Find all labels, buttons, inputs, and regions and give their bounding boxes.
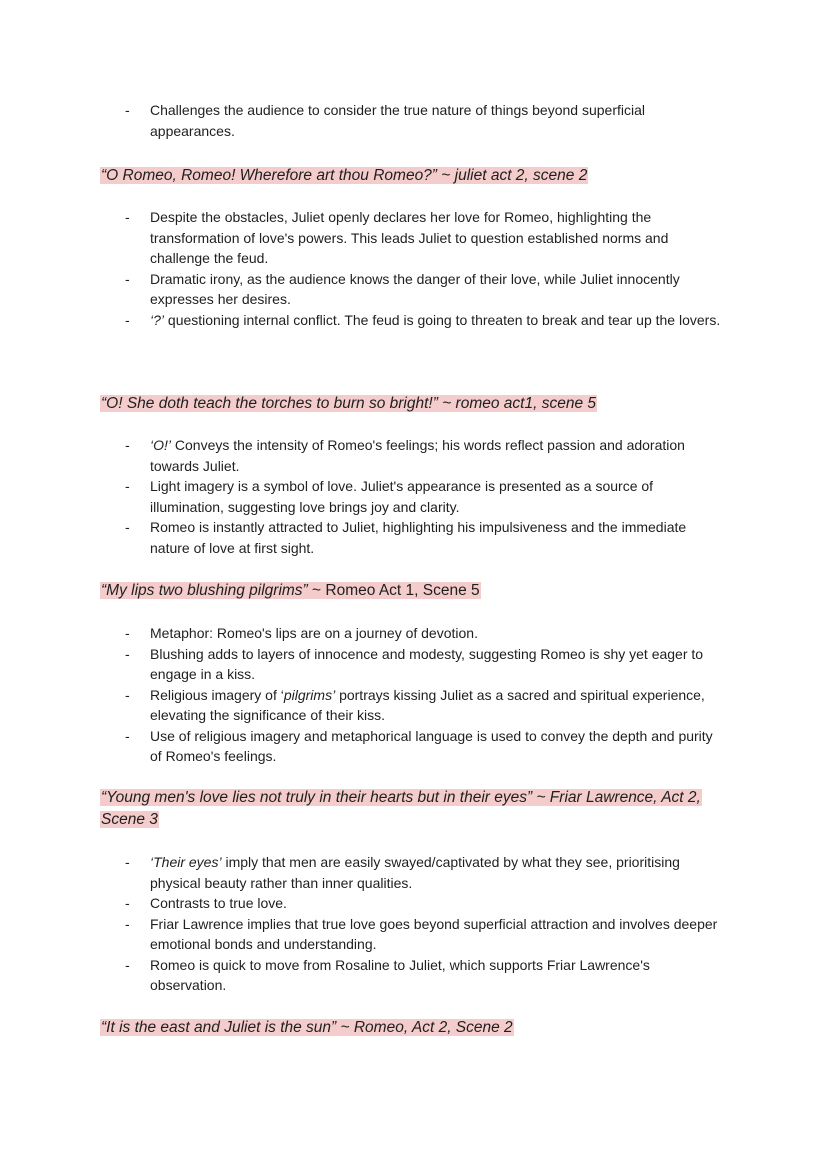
list-item: - Religious imagery of ‘pilgrims’ portrays kissing Juliet as a sacred and spiritual experience, elevating the significance of their kiss. xyxy=(125,686,705,723)
list-item: - Friar Lawrence implies that true love goes beyond superficial attraction and involves deeper emotional bonds and understanding. xyxy=(125,915,718,952)
bullet-list-3 xyxy=(0,623,828,767)
bullet-list-1 xyxy=(0,207,828,330)
quote-heading-5 xyxy=(100,1017,740,1039)
intro-bullet-list xyxy=(0,100,828,141)
list-item: - Dramatic irony, as the audience knows the danger of their love, while Juliet innocently expresses her desires. xyxy=(125,270,680,307)
list-item: - Contrasts to true love. xyxy=(125,895,287,911)
list-item: - Despite the obstacles, Juliet openly declares her love for Romeo, highlighting the transformation of love's powers. This leads Juliet to question established norms and challenge the feud. xyxy=(125,209,669,266)
quote-attribution: ~ romeo act1, scene 5 xyxy=(437,395,596,412)
list-item: - ‘O!’ Conveys the intensity of Romeo's feelings; his words reflect passion and adoration towards Juliet. xyxy=(125,437,685,474)
list-item: - Light imagery is a symbol of love. Juliet's appearance is presented as a source of illumination, suggesting love brings joy and clarity. xyxy=(125,478,654,515)
bullet-list-2 xyxy=(0,435,828,558)
quote-heading-3 xyxy=(100,580,740,602)
quote-heading-4 xyxy=(100,787,710,831)
list-item: - Romeo is quick to move from Rosaline to Juliet, which supports Friar Lawrence's observation. xyxy=(125,956,650,993)
quote-attribution: ~ juliet act 2, scene 2 xyxy=(436,167,588,184)
list-item: - Use of religious imagery and metaphorical language is used to convey the depth and purity of Romeo's feelings. xyxy=(125,727,713,764)
quote-text: “It is the east and Juliet is the sun” xyxy=(101,1019,337,1036)
bullet-list-4 xyxy=(0,852,828,996)
list-item: - Metaphor: Romeo's lips are on a journey of devotion. xyxy=(125,625,478,641)
quote-text: “O! She doth teach the torches to burn so bright!” xyxy=(101,395,438,412)
quote-text: “Young men's love lies not truly in their hearts but in their eyes” ~ Friar Lawrence, Act 2, Scene 3 xyxy=(101,789,701,828)
list-item: - ‘?’ questioning internal conflict. The feud is going to threaten to break and tear up the lovers. xyxy=(125,311,721,328)
quote-text: “My lips two blushing pilgrims” xyxy=(101,582,308,599)
quote-heading-1 xyxy=(100,165,740,187)
quote-attribution: ~ Romeo Act 1, Scene 5 xyxy=(307,582,480,599)
list-item: - Romeo is instantly attracted to Juliet, highlighting his impulsiveness and the immediate nature of love at first sight. xyxy=(125,519,687,556)
quote-text: “O Romeo, Romeo! Wherefore art thou Romeo?” xyxy=(101,167,437,184)
quote-attribution: ~ Romeo, Act 2, Scene 2 xyxy=(336,1019,513,1036)
list-item: - Challenges the audience to consider the true nature of things beyond superficial appearances. xyxy=(125,102,645,139)
quote-heading-2 xyxy=(100,393,740,415)
list-item: - ‘Their eyes’ imply that men are easily swayed/captivated by what they see, prioritising physical beauty rather than inner qualities. xyxy=(125,854,680,891)
list-item: - Blushing adds to layers of innocence and modesty, suggesting Romeo is shy yet eager to engage in a kiss. xyxy=(125,645,704,682)
